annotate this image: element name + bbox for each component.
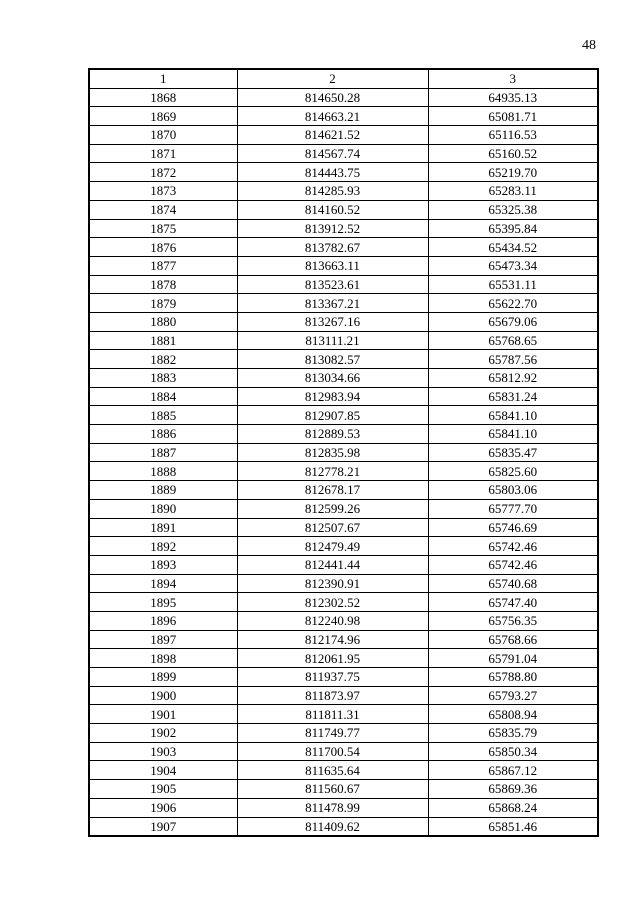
table-cell-col-1: 1892 bbox=[89, 537, 237, 556]
table-cell-col-3: 65791.04 bbox=[428, 649, 598, 668]
table-cell-col-1: 1899 bbox=[89, 668, 237, 687]
table-cell-col-3: 65825.60 bbox=[428, 462, 598, 481]
table-cell-col-1: 1904 bbox=[89, 761, 237, 780]
table-cell-col-2: 813663.11 bbox=[237, 256, 428, 275]
table-row bbox=[89, 163, 598, 182]
table-cell-col-3: 65679.06 bbox=[428, 312, 598, 331]
table-cell-col-2: 813267.16 bbox=[237, 312, 428, 331]
table-cell-col-2: 811478.99 bbox=[237, 798, 428, 817]
table-row bbox=[89, 350, 598, 369]
table-cell-col-3: 65835.79 bbox=[428, 724, 598, 743]
table-cell-col-2: 812907.85 bbox=[237, 406, 428, 425]
table-cell-col-1: 1882 bbox=[89, 350, 237, 369]
table-cell-col-3: 65622.70 bbox=[428, 294, 598, 313]
table-row bbox=[89, 649, 598, 668]
table-cell-col-2: 812778.21 bbox=[237, 462, 428, 481]
table-cell-col-2: 812889.53 bbox=[237, 425, 428, 444]
table-cell-col-2: 814285.93 bbox=[237, 182, 428, 201]
table-cell-col-3: 65747.40 bbox=[428, 593, 598, 612]
column-header-2: 2 bbox=[237, 69, 428, 88]
table-cell-col-3: 65081.71 bbox=[428, 107, 598, 126]
table-cell-col-3: 65219.70 bbox=[428, 163, 598, 182]
table-row bbox=[89, 462, 598, 481]
table-cell-col-2: 812479.49 bbox=[237, 537, 428, 556]
table-row bbox=[89, 481, 598, 500]
table-cell-col-2: 812061.95 bbox=[237, 649, 428, 668]
table-row bbox=[89, 761, 598, 780]
table-cell-col-1: 1871 bbox=[89, 144, 237, 163]
table-cell-col-3: 65160.52 bbox=[428, 144, 598, 163]
table-row bbox=[89, 668, 598, 687]
table-cell-col-2: 811749.77 bbox=[237, 724, 428, 743]
table-cell-col-3: 65808.94 bbox=[428, 705, 598, 724]
table-body bbox=[89, 88, 598, 836]
table-row bbox=[89, 219, 598, 238]
table-cell-col-1: 1883 bbox=[89, 369, 237, 388]
table-row bbox=[89, 518, 598, 537]
table-cell-col-2: 812390.91 bbox=[237, 574, 428, 593]
table-row bbox=[89, 724, 598, 743]
table-cell-col-3: 65788.80 bbox=[428, 668, 598, 687]
data-table bbox=[88, 68, 599, 837]
table-row bbox=[89, 126, 598, 145]
table-row bbox=[89, 705, 598, 724]
table-cell-col-2: 813034.66 bbox=[237, 369, 428, 388]
table-cell-col-2: 813782.67 bbox=[237, 238, 428, 257]
page-number: 48 bbox=[582, 38, 596, 53]
table-cell-col-1: 1889 bbox=[89, 481, 237, 500]
table-cell-col-3: 65851.46 bbox=[428, 817, 598, 836]
table-cell-col-1: 1893 bbox=[89, 555, 237, 574]
table-cell-col-3: 65742.46 bbox=[428, 555, 598, 574]
table-cell-col-2: 812174.96 bbox=[237, 630, 428, 649]
table-row bbox=[89, 798, 598, 817]
table-row bbox=[89, 742, 598, 761]
table-cell-col-1: 1896 bbox=[89, 611, 237, 630]
table-cell-col-2: 812835.98 bbox=[237, 443, 428, 462]
table-cell-col-3: 64935.13 bbox=[428, 88, 598, 107]
table-cell-col-3: 65283.11 bbox=[428, 182, 598, 201]
table-row bbox=[89, 238, 598, 257]
table-cell-col-3: 65803.06 bbox=[428, 481, 598, 500]
table-cell-col-3: 65868.24 bbox=[428, 798, 598, 817]
table-row bbox=[89, 294, 598, 313]
table-cell-col-1: 1887 bbox=[89, 443, 237, 462]
table-cell-col-3: 65768.65 bbox=[428, 331, 598, 350]
table-cell-col-3: 65812.92 bbox=[428, 369, 598, 388]
table-cell-col-2: 814621.52 bbox=[237, 126, 428, 145]
table-cell-col-3: 65793.27 bbox=[428, 686, 598, 705]
table-cell-col-1: 1877 bbox=[89, 256, 237, 275]
table-row bbox=[89, 593, 598, 612]
table-cell-col-2: 812302.52 bbox=[237, 593, 428, 612]
table-cell-col-2: 811873.97 bbox=[237, 686, 428, 705]
table-cell-col-2: 812507.67 bbox=[237, 518, 428, 537]
table-cell-col-1: 1898 bbox=[89, 649, 237, 668]
table-cell-col-2: 812240.98 bbox=[237, 611, 428, 630]
table-cell-col-2: 811700.54 bbox=[237, 742, 428, 761]
table-row bbox=[89, 256, 598, 275]
table-row bbox=[89, 331, 598, 350]
table-row bbox=[89, 630, 598, 649]
table-row bbox=[89, 107, 598, 126]
table-row bbox=[89, 182, 598, 201]
table-cell-col-1: 1878 bbox=[89, 275, 237, 294]
table-row bbox=[89, 312, 598, 331]
table-cell-col-1: 1891 bbox=[89, 518, 237, 537]
table-cell-col-1: 1873 bbox=[89, 182, 237, 201]
table-cell-col-3: 65768.66 bbox=[428, 630, 598, 649]
table-cell-col-2: 813367.21 bbox=[237, 294, 428, 313]
table-cell-col-2: 811409.62 bbox=[237, 817, 428, 836]
table-cell-col-3: 65831.24 bbox=[428, 387, 598, 406]
table-cell-col-1: 1900 bbox=[89, 686, 237, 705]
table-cell-col-2: 811560.67 bbox=[237, 780, 428, 799]
table-cell-col-3: 65756.35 bbox=[428, 611, 598, 630]
table-cell-col-2: 814650.28 bbox=[237, 88, 428, 107]
table-row bbox=[89, 537, 598, 556]
table-cell-col-1: 1879 bbox=[89, 294, 237, 313]
table-cell-col-2: 811635.64 bbox=[237, 761, 428, 780]
table-cell-col-1: 1903 bbox=[89, 742, 237, 761]
table-cell-col-3: 65740.68 bbox=[428, 574, 598, 593]
table-cell-col-1: 1885 bbox=[89, 406, 237, 425]
column-header-3: 3 bbox=[428, 69, 598, 88]
table-cell-col-2: 811937.75 bbox=[237, 668, 428, 687]
table-cell-col-2: 812983.94 bbox=[237, 387, 428, 406]
table-cell-col-1: 1869 bbox=[89, 107, 237, 126]
table-cell-col-3: 65787.56 bbox=[428, 350, 598, 369]
table-cell-col-3: 65742.46 bbox=[428, 537, 598, 556]
table-row bbox=[89, 443, 598, 462]
table-cell-col-1: 1897 bbox=[89, 630, 237, 649]
table-header-row bbox=[89, 69, 598, 88]
column-header-1: 1 bbox=[89, 69, 237, 88]
table-row bbox=[89, 817, 598, 836]
table-row bbox=[89, 144, 598, 163]
table-row bbox=[89, 406, 598, 425]
table-cell-col-2: 813082.57 bbox=[237, 350, 428, 369]
table-cell-col-1: 1872 bbox=[89, 163, 237, 182]
table-cell-col-2: 812441.44 bbox=[237, 555, 428, 574]
table-cell-col-1: 1874 bbox=[89, 200, 237, 219]
table-cell-col-1: 1895 bbox=[89, 593, 237, 612]
table-cell-col-1: 1888 bbox=[89, 462, 237, 481]
table-cell-col-1: 1884 bbox=[89, 387, 237, 406]
table-cell-col-3: 65869.36 bbox=[428, 780, 598, 799]
table-row bbox=[89, 611, 598, 630]
table-cell-col-1: 1881 bbox=[89, 331, 237, 350]
table-cell-col-3: 65395.84 bbox=[428, 219, 598, 238]
table-cell-col-1: 1880 bbox=[89, 312, 237, 331]
table-cell-col-3: 65850.34 bbox=[428, 742, 598, 761]
table-cell-col-1: 1894 bbox=[89, 574, 237, 593]
table-row bbox=[89, 387, 598, 406]
table-row bbox=[89, 499, 598, 518]
table-cell-col-1: 1907 bbox=[89, 817, 237, 836]
table-cell-col-2: 814160.52 bbox=[237, 200, 428, 219]
table-cell-col-3: 65473.34 bbox=[428, 256, 598, 275]
table-cell-col-3: 65841.10 bbox=[428, 425, 598, 444]
table-row bbox=[89, 88, 598, 107]
table-cell-col-2: 814567.74 bbox=[237, 144, 428, 163]
table-cell-col-1: 1890 bbox=[89, 499, 237, 518]
table-cell-col-2: 812599.26 bbox=[237, 499, 428, 518]
table-cell-col-1: 1868 bbox=[89, 88, 237, 107]
table-cell-col-3: 65325.38 bbox=[428, 200, 598, 219]
table-row bbox=[89, 369, 598, 388]
table-cell-col-2: 813111.21 bbox=[237, 331, 428, 350]
table-cell-col-2: 813912.52 bbox=[237, 219, 428, 238]
table-cell-col-3: 65835.47 bbox=[428, 443, 598, 462]
table-cell-col-1: 1886 bbox=[89, 425, 237, 444]
table-row bbox=[89, 555, 598, 574]
table-cell-col-1: 1875 bbox=[89, 219, 237, 238]
table-cell-col-3: 65867.12 bbox=[428, 761, 598, 780]
table-cell-col-2: 814663.21 bbox=[237, 107, 428, 126]
table-cell-col-1: 1870 bbox=[89, 126, 237, 145]
table-row bbox=[89, 275, 598, 294]
table-cell-col-1: 1905 bbox=[89, 780, 237, 799]
table-cell-col-2: 814443.75 bbox=[237, 163, 428, 182]
table-cell-col-1: 1901 bbox=[89, 705, 237, 724]
table-cell-col-2: 812678.17 bbox=[237, 481, 428, 500]
table-row bbox=[89, 425, 598, 444]
table-cell-col-3: 65531.11 bbox=[428, 275, 598, 294]
table-cell-col-3: 65116.53 bbox=[428, 126, 598, 145]
table-cell-col-1: 1902 bbox=[89, 724, 237, 743]
table-cell-col-2: 813523.61 bbox=[237, 275, 428, 294]
table-cell-col-3: 65434.52 bbox=[428, 238, 598, 257]
table-row bbox=[89, 574, 598, 593]
table-cell-col-3: 65746.69 bbox=[428, 518, 598, 537]
table-row bbox=[89, 200, 598, 219]
table-cell-col-1: 1876 bbox=[89, 238, 237, 257]
table-cell-col-1: 1906 bbox=[89, 798, 237, 817]
table-row bbox=[89, 686, 598, 705]
table-cell-col-3: 65841.10 bbox=[428, 406, 598, 425]
table-cell-col-2: 811811.31 bbox=[237, 705, 428, 724]
table-row bbox=[89, 780, 598, 799]
table-cell-col-3: 65777.70 bbox=[428, 499, 598, 518]
